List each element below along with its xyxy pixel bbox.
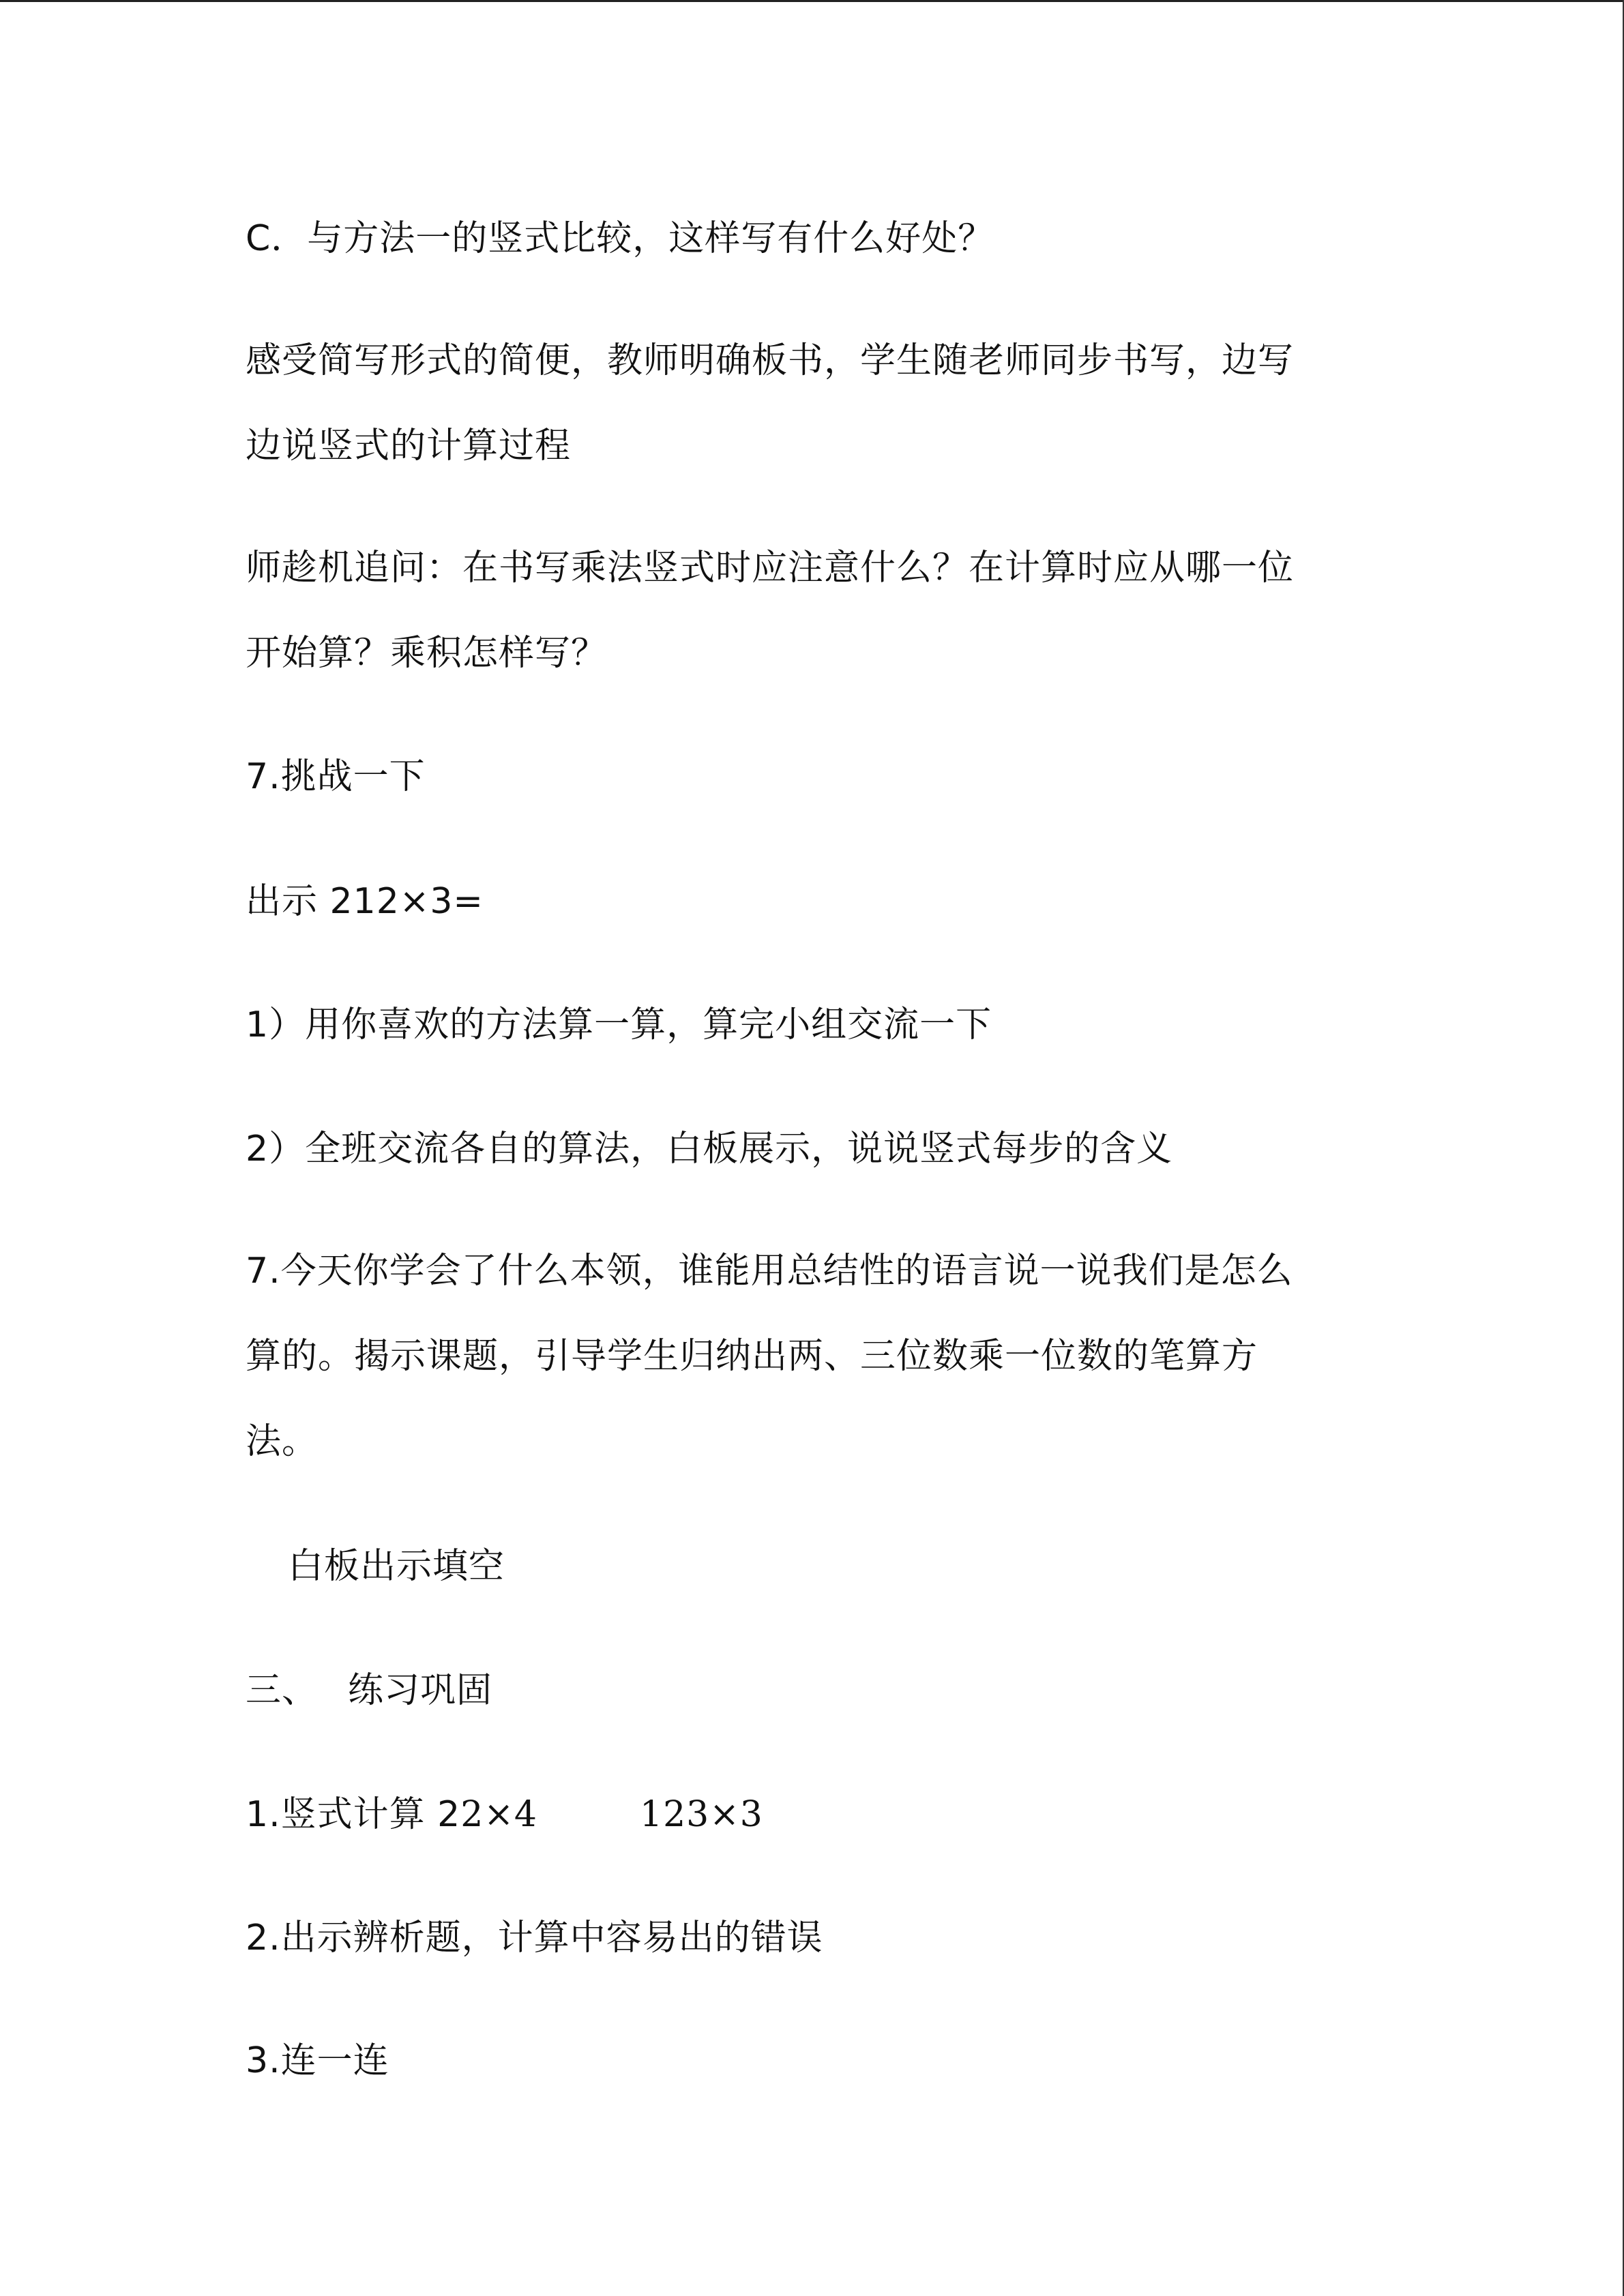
exercise-matching: 3.连一连 [246, 2040, 389, 2081]
exercise-1-label: 1.竖式计算 2 [246, 1794, 461, 1835]
text-line-teacher-question-1: 师趁机追问：在书写乘法竖式时应注意什么？在计算时应从哪一位 [246, 548, 1295, 588]
exercise-1-expression-b: 123×3 [639, 1794, 763, 1835]
text-line-step-1: 1）用你喜欢的方法算一算，算完小组交流一下 [246, 1004, 992, 1045]
section-title: 练习巩固 [348, 1670, 493, 1711]
text-line-feel-simple-2: 边说竖式的计算过程 [246, 426, 572, 466]
text-line-step-2: 2）全班交流各自的算法，白板展示，说说竖式每步的含义 [246, 1129, 1173, 1169]
text-line-summary-1: 7.今天你学会了什么本领，谁能用总结性的语言说一说我们是怎么 [246, 1251, 1293, 1292]
exercise-error-analysis: 2.出示辨析题，计算中容易出的错误 [246, 1918, 823, 1958]
text-line-summary-2: 算的。揭示课题，引导学生归纳出两、三位数乘一位数的笔算方 [246, 1336, 1258, 1377]
text-line-teacher-question-2: 开始算？乘积怎样写？ [246, 633, 608, 674]
exercise-1-expression-a: 2×4 [460, 1794, 537, 1835]
text-line-summary-3: 法。 [246, 1421, 319, 1462]
section-number: 三、 [246, 1670, 319, 1711]
text-line-c-compare: C．与方法一的竖式比较，这样写有什么好处？ [246, 218, 994, 259]
text-line-challenge-heading: 7.挑战一下 [246, 756, 426, 797]
text-line-show-expression: 出示 212×3= [246, 881, 484, 922]
text-line-feel-simple-1: 感受简写形式的简便，教师明确板书，学生随老师同步书写，边写 [246, 340, 1295, 381]
document-page [246, 0, 1378, 2296]
section-heading-practice [246, 1669, 492, 1712]
exercise-vertical-calculation [246, 1793, 763, 1836]
text-line-whiteboard-fill: 白板出示填空 [288, 1546, 505, 1587]
